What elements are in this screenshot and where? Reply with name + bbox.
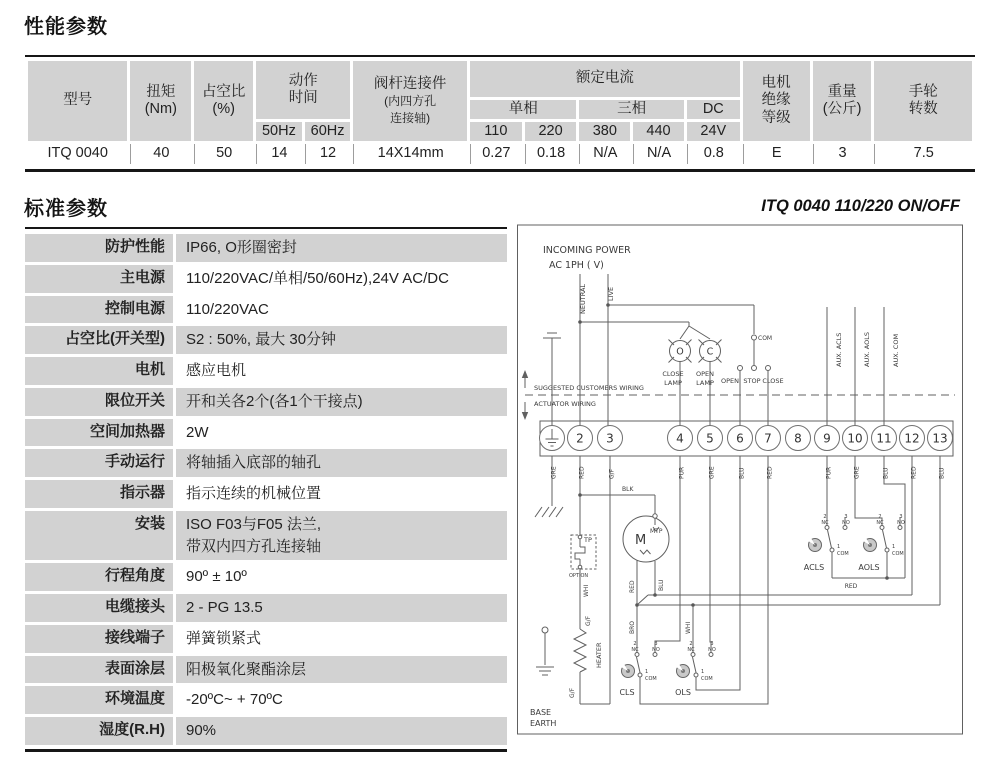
aols-switch [863,526,902,553]
wire-label: BLU [938,467,946,479]
wire-label: GRE [550,466,558,479]
close-lamp-letter: O [676,346,684,358]
red-lead-label: RED [629,580,636,593]
subheader-single-phase: 单相 [470,100,576,119]
wire-label: PUR [825,466,833,479]
mounting-line1: ISO F03与F05 法兰, [186,515,322,533]
row-label: 限位开关 [25,388,173,416]
base-earth-label2: EARTH [530,719,557,728]
contact-number: 1 [892,544,896,550]
row-value: -20ºC~ + 70ºC [186,691,283,709]
contact-number: 2 [633,641,637,647]
cell-current-380: N/A [579,144,630,164]
col-header-torque [130,61,191,141]
duty-line2: (%) [212,101,235,117]
base-earth-label1: BASE [530,708,552,717]
row-value: S2 : 50%, 最大 30分钟 [176,326,507,354]
ols-label: OLS [675,688,691,697]
terminal-number: 9 [823,431,831,446]
col-header-model: 型号 [28,61,127,141]
std-row-indicator [25,480,507,508]
row-value: 2 - PG 13.5 [176,594,507,622]
row-label: 电机 [25,357,173,385]
ac-1ph-label: AC 1PH ( V) [549,260,604,271]
cls-label: CLS [619,688,635,697]
cell-model: ITQ 0040 [28,144,127,164]
live-label: LIVE [607,286,615,301]
option-label: OPTION [569,573,589,579]
subheader-three-phase: 三相 [579,100,683,119]
contact-number: 3 [710,641,714,647]
handwheel-line2: 转数 [908,101,938,117]
neutral-label: NEUTRAL [579,283,587,314]
torque-line1: 扭矩 [146,83,176,100]
gf-label: G/F [569,687,576,698]
col-header-handwheel [874,61,972,141]
cell-current-24v: 0.8 [687,144,740,164]
contact-label: NO [897,520,905,526]
aols-label: AOLS [858,563,880,572]
open-button-label: OPEN [720,377,740,385]
row-value: 开和关各2个(各1个干接点) [176,388,507,416]
blk-label: BLK [622,486,634,493]
contact-number: 1 [837,544,841,550]
contact-number: 3 [899,514,903,520]
aux-aols-label: AUX. AOLS [863,332,871,367]
row-label: 控制电源 [25,296,173,324]
row-value: 指示连续的机械位置 [186,485,322,502]
col-header-insulation [743,61,810,141]
std-row-coating [25,656,507,684]
std-row-duty-cycle [25,326,507,354]
cell-handwheel: 7.5 [874,144,972,164]
row-label: 安装 [25,511,173,561]
motor-icon [623,514,669,562]
close-lamp-label1: CLOSE [662,370,684,378]
tp-label: TP [584,536,592,544]
contact-number: 2 [823,514,827,520]
table-row [28,144,972,164]
cell-stem: 14X14mm [353,144,467,164]
aux-acls-label: AUX. ACLS [835,332,843,367]
terminal-number: 6 [736,431,744,446]
std-row-terminal [25,625,507,653]
wire-label: GRE [853,466,861,479]
terminal-number: 2 [576,431,584,446]
terminal-strip [540,421,954,456]
heater-label: HEATER [595,642,603,668]
wire-label: BLU [882,467,890,479]
col-header-stem-connector [353,61,467,141]
red-bus-label: RED [844,583,858,590]
terminal-number: 5 [706,431,714,446]
contact-label: COM [892,551,904,557]
std-row-heater [25,419,507,447]
handwheel-line1: 手轮 [908,83,938,100]
cell-time-50hz: 14 [256,144,302,164]
wire-label: RED [766,466,774,479]
contact-label: NC [821,520,829,526]
blu-lead-label: BLU [658,579,665,591]
std-row-cable-entry [25,594,507,622]
contact-number: 3 [654,641,658,647]
subheader-24v: 24V [687,122,740,141]
row-value: 将轴插入底部的轴孔 [176,449,507,477]
time-line2: 时间 [288,90,318,106]
ins-line3: 等级 [761,109,791,126]
row-label: 环境温度 [25,686,173,714]
std-row-protection [25,234,507,262]
incoming-power-label: INCOMING POWER [543,245,631,256]
cell-insulation: E [743,144,810,164]
stem-line2: (内四方孔 [384,93,437,108]
col-header-duty [194,61,253,141]
close-lamp-label2: LAMP [664,379,682,387]
wire-label: BLU [738,467,746,479]
std-row-control-power [25,296,507,324]
row-value: 感应电机 [186,362,247,379]
std-row-ambient-temp [25,686,507,714]
wire-label: RED [910,466,918,479]
row-label: 手动运行 [25,449,173,477]
contact-label: COM [701,676,713,682]
acls-switch [808,526,847,553]
bro-label: BRO [629,620,636,634]
ins-line1: 电机 [761,75,791,92]
wire-label: RED [578,466,586,479]
std-row-manual [25,449,507,477]
wire-label: PUR [678,466,686,479]
row-value: 90º ± 10º [186,568,247,586]
contact-label: NC [631,647,639,653]
torque-line2: (Nm) [144,101,177,117]
stem-line3: 连接轴) [390,110,431,125]
subheader-dc: DC [687,100,740,119]
std-row-mounting [25,511,507,561]
whi-label: WHI [685,621,692,634]
terminal-number: 7 [764,431,772,446]
stop-button-label: STOP [743,377,761,385]
row-label: 空间加热器 [25,419,173,447]
row-label: 湿度(R.H) [25,717,173,745]
base-earth-terminal [542,627,548,633]
std-row-humidity [25,717,507,745]
diagram-title: ITQ 0040 110/220 ON/OFF [761,197,960,215]
row-label: 表面涂层 [25,656,173,684]
subheader-60hz: 60Hz [305,122,351,141]
mounting-line2: 带双内四方孔连接轴 [186,537,322,555]
contact-number: 2 [878,514,882,520]
stem-line1: 阀杆连接件 [373,75,447,92]
cell-current-220: 0.18 [525,144,577,164]
motor-letter: M [635,533,647,548]
whi-label: WHI [583,584,590,597]
subheader-220v: 220 [525,122,577,141]
row-label: 行程角度 [25,563,173,591]
row-value: 阳极氧化聚酯涂层 [176,656,507,684]
wire-label: GRE [708,466,716,479]
close-button-label: CLOSE [762,377,784,385]
open-lamp-label2: LAMP [696,379,714,387]
cell-duty: 50 [194,144,253,164]
contact-label: NC [876,520,884,526]
contact-label: NO [652,647,660,653]
contact-number: 3 [844,514,848,520]
std-row-travel-angle [25,563,507,591]
std-row-limit-switch [25,388,507,416]
weight-line1: 重量 [827,83,857,100]
cell-current-110: 0.27 [470,144,522,164]
row-value: 2W [186,423,209,441]
wiring-diagram [514,222,966,740]
cls-switch [621,653,657,678]
row-label: 接线端子 [25,625,173,653]
col-header-weight [813,61,872,141]
row-value: 90% [176,717,507,745]
ins-line2: 绝缘 [761,92,791,109]
contact-number: 2 [689,641,693,647]
contact-number: 1 [645,669,649,675]
contact-label: NO [708,647,716,653]
terminal-number: 10 [847,431,863,446]
contact-number: 1 [701,669,705,675]
row-value: 弹簧锁紧式 [186,629,262,647]
contact-label: NO [842,520,850,526]
open-lamp-label1: OPEN [695,370,715,378]
row-label: 占空比(开关型) [25,326,173,354]
suggested-wiring-label: SUGGESTED CUSTOMERS WIRING [534,384,644,392]
weight-line2: (公斤) [822,101,862,117]
row-value [176,511,507,561]
col-header-rated-current: 额定电流 [470,61,740,97]
row-label: 电缆接头 [25,594,173,622]
diagram-labels [530,245,946,728]
com-label: COM [758,335,773,342]
row-label: 主电源 [25,265,173,293]
subheader-380v: 380 [579,122,630,141]
col-header-operating-time [256,61,350,119]
gf-label: G/F [585,615,592,626]
subheader-440v: 440 [633,122,684,141]
terminal-number: 13 [932,431,948,446]
row-value: 110/220VAC [186,300,269,318]
terminal-number: 3 [606,431,614,446]
terminal-number: 4 [676,431,684,446]
actuator-wiring-label: ACTUATOR WIRING [534,400,596,408]
row-label: 防护性能 [25,234,173,262]
cell-current-440: N/A [633,144,684,164]
acls-label: ACLS [803,563,825,572]
std-row-main-power [25,265,507,293]
wire-label: G/F [608,468,616,479]
contact-label: NC [687,647,695,653]
duty-line1: 占空比 [201,83,246,100]
std-row-motor [25,357,507,385]
open-lamp-letter: C [706,346,714,358]
cell-weight: 3 [813,144,872,164]
row-label: 指示器 [25,480,173,508]
mtp-label: MTP [650,528,663,535]
row-value: IP66, O形圈密封 [176,234,507,262]
terminal-number: 8 [794,431,802,446]
cell-torque: 40 [130,144,191,164]
cell-time-60hz: 12 [305,144,351,164]
wires-group [522,274,955,704]
subheader-50hz: 50Hz [256,122,302,141]
row-value: 110/220VAC/单相/50/60Hz),24V AC/DC [186,269,449,287]
aux-com-label: AUX. COM [892,333,900,367]
performance-table [25,55,975,172]
subheader-110v: 110 [470,122,522,141]
standard-section-title: 标准参数 [24,198,108,220]
performance-section-title: 性能参数 [24,16,108,38]
terminal-number: 11 [876,431,892,446]
standard-parameters-table [25,227,507,752]
time-line1: 动作 [288,72,318,89]
terminal-number: 12 [904,431,920,446]
contact-label: COM [837,551,849,557]
contact-label: COM [645,676,657,682]
